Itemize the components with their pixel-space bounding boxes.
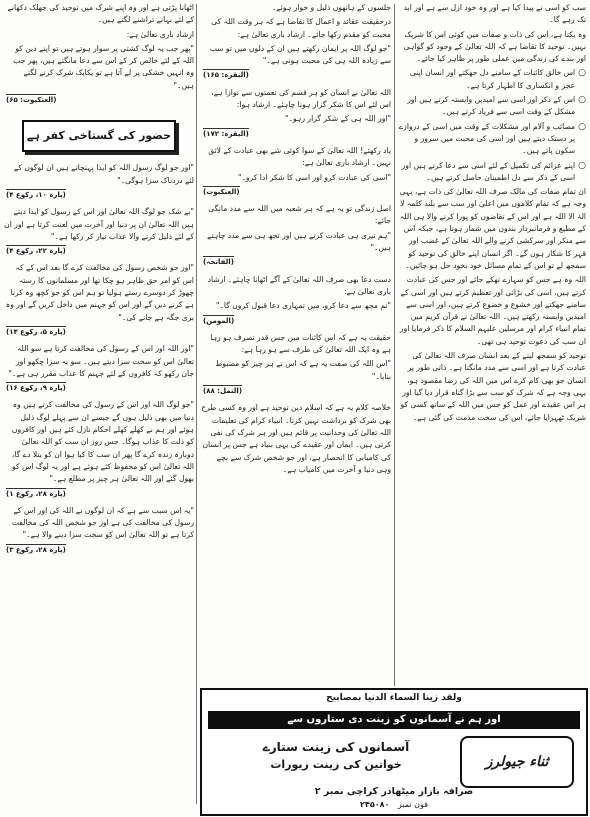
quote: "بے شک جو لوگ اللہ تعالیٰ اور اس کے رسول کو ایذا دیتے ہیں اللہ تعالیٰ ان پر دنیا اور آخرت میں لعنت کرتا ہے اور ان کے لئے ذلیل کرنے والا عذاب تیار کر رکھا ہے۔" [4, 207, 194, 241]
quote: "پھر جب یہ لوگ کشتی پر سوار ہوتے ہیں تو اپنے دین کو اللہ کے لئے خالص کر کے اس سے دعا مانگتے ہیں، پھر جب وہ انہیں خشکی پر لے آتا ہے تو یکایک شرک کرنے لگتے ہیں۔" [13, 43, 194, 90]
paragraph: اصل زندگی تو یہ ہے کہ ہر شعبہ میں اللہ سے مدد مانگی جائے: [208, 204, 391, 226]
column-right [398, 2, 586, 687]
section-heading-text: حضور کی گستاخی کفر ہے [26, 129, 172, 143]
circle-bullet-icon: ○ [578, 95, 586, 106]
paragraph: سب کو اسی نے پیدا کیا ہے اور وہ خود ازل سے ہے اور ابد تک رہے گا۔ [403, 3, 586, 25]
ad-slogans [236, 738, 436, 774]
ad-phone [202, 800, 586, 809]
ad-verse: ولقد زینا السماء الدنیا بمصابیح [326, 693, 462, 703]
reference-text: (الفاتحہ) [203, 258, 234, 267]
jewellers-logo [460, 736, 574, 788]
bullet-text: اپنے عزائم کی تکمیل کے لئے اسی سے دعا کرتے ہیں اور اسی کے ذکر سے دل اطمینان حاصل کرتے ہیں۔ [401, 160, 576, 182]
phone-number: ۲۴۵۰۸۰ [360, 800, 390, 809]
reference [6, 94, 192, 106]
reference-text: (پارہ ۲۸، رکوع ۳) [6, 545, 66, 554]
ad-banner: اور ہم نے آسمانوں کو زینت دی ستاروں سے [208, 711, 580, 729]
quote: "اور جو لوگ رسول اللہ کو ایذا پہنچاتے ہیں ان لوگوں کے لئے دردناک سزا ہوگی۔" [13, 163, 194, 185]
reference [203, 69, 389, 81]
reference-text: (پارہ ۲۸، رکوع ۱) [6, 489, 66, 498]
quote: "اس اللہ کی صفت یہ ہے کہ اس نے ہر چیز کو مضبوط بنایا۔" [215, 359, 391, 381]
paragraph: اللہ وہ ہے جس کو سہارے تھکے جائے اور جس کی عبادت کرتے ہیں، اسی کی بڑائی اور تعظیم کرتے ہیں اور اسی کے سامنے جھکتے اور خشوع و خضوع کرتے ہیں، اور اسی سے امیدیں وابستہ رکھتے ہیں۔ اللہ تعالیٰ نے قرآن کریم میں تمام انبیاء کرام اور مرسلین علیہم السلام کا ذکر فرمایا اور ان سب کی دعوت توحید ہی تھی۔ [399, 275, 586, 346]
reference [203, 385, 389, 397]
paragraph: ان تمام صفات کی مالک صرف اللہ تعالیٰ کی ذات ہے، یہی وجہ ہے کہ تمام کلاموں میں اعلیٰ اور سب سے بلند کلمہ لا الہٰ الا اللہ ہے اور اس کے تقاضوں کو پورا کرنے والا ہی اللہ کے مطیع و فرمانبردار بندوں میں شمار ہوتا ہے، جبکہ اس سے منکر اور سرکشی کرنے والے اللہ تعالیٰ کے غضب اور قہر کا شکار ہوں گے۔ اگر انسان اپنے خالق کی توحید کو سمجھ لے تو اس کے تمام مسائل خود بخود حل ہو جائیں۔ [399, 187, 586, 270]
bullet-text: مصائب و آلام اور مشکلات کے وقت میں اسی کے دروازے پر دستک دیتے ہیں اور اسی کی محبت میں سرور و سکون پاتے ہیں۔ [398, 121, 576, 156]
reference-text: (المومن) [203, 316, 235, 325]
reference-text: (العنکبوت: ۶۵) [6, 96, 57, 105]
ad-slogan: آسمانوں کی زینت ستارے [262, 740, 410, 754]
quote: "یہ اس سبب سے ہے کہ ان لوگوں نے اللہ کی اور اس کے رسول کی مخالفت کی ہے اور جو شخص اللہ کی مخالفت کرتا ہے تو اللہ تعالیٰ اس کو سخت سزا دینے والا ہے۔" [11, 505, 194, 540]
bullet-text: اس خالق کائنات کے سامنے دل جھکتے اور انسان اپنی عجز و انکساری کا اظہار کرتا ہے۔ [409, 68, 576, 90]
jewellers-advertisement [200, 688, 588, 816]
reference [6, 189, 192, 201]
ad-address: صرافہ بازار میٹھادر کراچی نمبر ۲ [314, 786, 474, 797]
quote: "ہم تیری ہی عبادت کرتے ہیں اور تجھ ہی سے مدد چاہتے ہیں۔" [207, 230, 391, 253]
column-middle [201, 2, 391, 687]
reference-text: (پارہ ۱۰، رکوع ۴) [6, 190, 66, 199]
quote: "اسی کی عبادت کرو اور اسی کا شکر ادا کرو۔" [237, 172, 391, 182]
paragraph: دست دعا بھی صرف اللہ تعالیٰ کے آگے اٹھانا چاہئے۔ ارشاد باری تعالیٰ ہے: [207, 274, 391, 296]
paragraph: ارشاد باری تعالیٰ ہے: [126, 29, 194, 39]
reference [203, 128, 389, 140]
paragraph: اٹھانا پڑتی ہے اور وہ اپنے شرک میں توحید کی جھلک دکھانے کے لئے بہانے تراشنے لگتے ہیں۔ [7, 3, 194, 25]
reference-text: (پارہ ۵، رکوع ۱۴) [6, 327, 66, 336]
paragraph: جلسوں کے ہاتھوں ذلیل و خوار ہوئے۔ [271, 3, 391, 12]
reference-text: (پارہ ۲۲، رکوع ۴) [6, 247, 66, 256]
paragraph: توحید کو سمجھ لینے کے بعد انسان صرف اللہ تعالیٰ کی عبادت کرتا ہے اور اسی سے مدد مانگتا ہے۔ ذاتی طور پر انسان جو بھی کام کرے اس میں اللہ کی رضا مقصود ہو، یہی وجہ ہے کہ شرک کو سب سے بڑا گناہ قرار دیا گیا اور ہر اس عقیدے اور عمل کو جس میں اللہ کے ساتھ کسی کو شریک ٹھہرایا جائے، اس کی سخت مذمت کی گئی ہے۔ [400, 351, 586, 422]
paragraph: یاد رکھئے! اللہ تعالیٰ کے سوا کوئی شے بھی عبادت کے لائق نہیں۔ ارشاد باری تعالیٰ ہے: [208, 145, 391, 168]
reference [6, 245, 192, 257]
reference [6, 326, 192, 338]
paragraph: اللہ تعالیٰ نے انسان کو ہر قسم کی نعمتوں سے نوازا ہے، اس لئے اس کا شکر گزار ہونا چاہئے۔ ارشاد ہوا: [211, 87, 391, 110]
reference [6, 488, 192, 500]
paragraph: وہ یکتا ہے، اس کی ذات و صفات میں کوئی اس کا شریک نہیں۔ توحید کا تقاضا ہے کہ اللہ تعالیٰ کے وجود کو گواہی اور بندے کی زندگی میں عملی طور پر ظاہر کیا جائے۔ [403, 29, 586, 64]
phone-label: فون نمبر [397, 800, 428, 809]
bullet-text: اس کے ذکر اور اسی سے امیدیں وابستہ کرتے ہیں اور مشکل کے وقت اسی سے فریاد کرتے ہیں۔ [407, 95, 576, 117]
reference [203, 315, 389, 327]
section-heading [22, 120, 176, 152]
quote: "جو لوگ اللہ اور اس کے رسول کی مخالفت کرتے ہیں وہ دنیا میں بھی ذلیل ہوں گے جیسے ان سے پہلے لوگ ذلیل ہوئے اور ہم نے کھلے کھلے احکام نازل کئے ہیں اور کافروں کو ذلت کا عذاب ہوگا۔ جس روز ان سب کو اللہ تعالیٰ دوبارہ زندہ کرے گا پھر ان سب کا کیا ہوا ان کو بتلا دے گا، اللہ تعالیٰ اس کو محفوظ کئے ہوئے ہے اور یہ لوگ اس کو بھول گئے اور اللہ تعالیٰ ہر چیز پر مطلع ہے۔" [11, 400, 194, 484]
logo-text: ثناء جیولرز [485, 754, 549, 770]
quote: "اور جو شخص رسول کی مخالفت کرے گا بعد اس کے کہ اس کو امر حق ظاہر ہو چکا تھا اور مسلمانوں کا رستہ چھوڑ کر دوسرے رستے ہولیا تو ہم اس کو جو کچھ وہ کرتا ہے کرنے دیں گے اور اس کو جہنم میں داخل کریں گے اور وہ بری جگہ ہے جانے کی۔" [5, 263, 194, 322]
ad-slogan: خواتین کی زینت زیورات [270, 758, 402, 771]
quote: "اور اللہ اور اس کے رسول کی مخالفت کرتا ہے سو اللہ تعالیٰ اس کو سخت سزا دیتے ہیں۔ سو یہ سزا چکھو اور جان رکھو کہ کافروں کے لئے جہنم کا عذاب مقرر ہی ہے۔" [8, 344, 194, 378]
reference-text: (البقرہ: ۱۶۵) [203, 71, 249, 80]
reference [6, 382, 192, 394]
quote: "اور اللہ ہی کے شکر گزار رہو۔" [285, 114, 391, 124]
bullet-item [398, 160, 586, 185]
circle-bullet-icon: ○ [578, 160, 586, 171]
bullet-item [398, 94, 586, 119]
circle-bullet-icon: ○ [578, 68, 586, 79]
quote: "جو لوگ اللہ پر ایمان رکھتے ہیں ان کے دلوں میں تو سب سے زیادہ اللہ ہی کی محبت ہوتی ہے۔" [209, 43, 391, 66]
paragraph: درحقیقت عقائد و اعمال کا تقاضا ہے کہ ہر وقت اللہ کی محبت کو مقدم رکھا جائے۔ ارشاد باری تعالیٰ ہے: [211, 17, 391, 39]
reference-text: (پارہ ۹، رکوع ۱۶) [6, 384, 66, 393]
paragraph: حقیقت یہ ہے کہ اس کائنات میں جس قدر تصرف ہو رہا ہے وہ ایک اللہ تعالیٰ کی طرف سے ہو رہا ہے: [210, 332, 391, 355]
reference-text: (العنکبوت) [203, 187, 240, 196]
reference-text: (النمل: ۸۸) [203, 387, 243, 396]
reference [203, 186, 389, 198]
bullet-item [398, 67, 586, 92]
bullet-item [398, 121, 586, 158]
column-divider [196, 4, 197, 804]
reference [6, 544, 192, 556]
reference [203, 256, 389, 268]
column-divider [394, 4, 395, 686]
paragraph: خلاصہ کلام یہ ہے کہ اسلام دین توحید ہے اور وہ کسی طرح بھی شرک کو برداشت نہیں کرتا۔ انبیاء کرام کی تعلیمات اللہ تعالیٰ کی وحدانیت پر قائم ہیں اور ہر شرک کی نفی کرتی ہیں۔ ایمان اور عقیدے کی یہی بنیاد ہے جس پر انسان کی کامیابی کا انحصار ہے، اور جو شخص شرک سے بچے وہی دنیا و آخرت میں کامیاب ہے۔ [201, 403, 391, 474]
circle-bullet-icon: ○ [578, 121, 586, 132]
column-left [4, 2, 194, 804]
reference-text: (البقرہ: ۱۷۲) [203, 129, 249, 138]
quote: "تم مجھ سے دعا کرو، میں تمہاری دعا قبول کروں گا۔" [215, 301, 391, 311]
